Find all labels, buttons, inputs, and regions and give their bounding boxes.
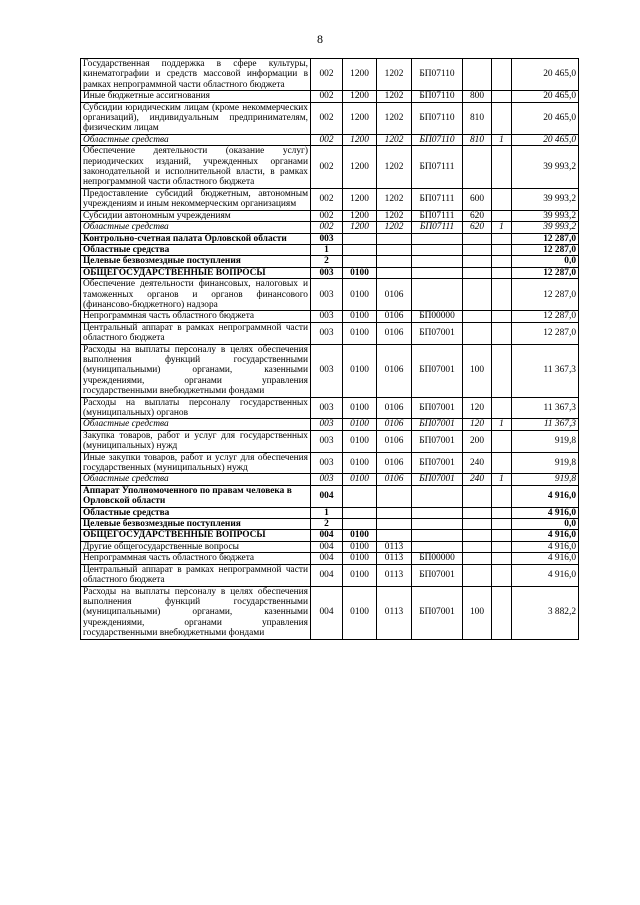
subsection-code-cell: 1202 <box>377 134 412 145</box>
table-row <box>81 210 579 221</box>
expense-type-code-cell <box>463 322 492 344</box>
table-row <box>81 519 579 530</box>
table-row <box>81 256 579 267</box>
section-code-cell: 1200 <box>343 102 377 134</box>
funding-source-code-cell <box>492 233 512 244</box>
target-article-code-cell: БП07001 <box>412 564 463 586</box>
amount-cell: 11 367,3 <box>512 344 579 397</box>
amount-cell: 12 287,0 <box>512 322 579 344</box>
funding-source-code-cell <box>492 430 512 452</box>
target-article-code-cell: БП07001 <box>412 452 463 474</box>
funding-source-code-cell <box>492 256 512 267</box>
subsection-code-cell: 0113 <box>377 541 412 552</box>
target-article-code-cell: БП07110 <box>412 134 463 145</box>
amount-cell: 11 367,3 <box>512 419 579 430</box>
org-code-cell: 2 <box>311 519 343 530</box>
amount-cell: 20 465,0 <box>512 134 579 145</box>
target-article-code-cell <box>412 233 463 244</box>
amount-cell: 4 916,0 <box>512 485 579 507</box>
subsection-code-cell: 0106 <box>377 430 412 452</box>
subsection-code-cell <box>377 507 412 518</box>
target-article-code-cell: БП07111 <box>412 146 463 189</box>
target-article-code-cell: БП07001 <box>412 322 463 344</box>
org-code-cell: 004 <box>311 485 343 507</box>
row-name-cell: Субсидии юридическим лицам (кроме некоммерческих организаций), индивидуальным предпринимателям, физическим лицам <box>81 102 311 134</box>
section-code-cell: 0100 <box>343 267 377 278</box>
budget-table <box>80 58 579 640</box>
row-name-cell: ОБЩЕГОСУДАРСТВЕННЫЕ ВОПРОСЫ <box>81 530 311 541</box>
subsection-code-cell: 0106 <box>377 452 412 474</box>
funding-source-code-cell <box>492 311 512 322</box>
expense-type-code-cell <box>463 233 492 244</box>
expense-type-code-cell <box>463 530 492 541</box>
expense-type-code-cell <box>463 485 492 507</box>
expense-type-code-cell: 620 <box>463 222 492 233</box>
funding-source-code-cell: 1 <box>492 474 512 485</box>
subsection-code-cell <box>377 530 412 541</box>
subsection-code-cell: 1202 <box>377 102 412 134</box>
table-row <box>81 311 579 322</box>
funding-source-code-cell <box>492 267 512 278</box>
org-code-cell: 003 <box>311 452 343 474</box>
funding-source-code-cell <box>492 344 512 397</box>
page-number: 8 <box>317 32 323 46</box>
org-code-cell: 004 <box>311 541 343 552</box>
org-code-cell: 003 <box>311 233 343 244</box>
section-code-cell: 1200 <box>343 134 377 145</box>
section-code-cell: 0100 <box>343 586 377 639</box>
row-name-cell: Расходы на выплаты персоналу в целях обеспечения выполнения функций государственными (муниципальными) органами, казенными учреждениями, органами управления государственными внебюджетными фондами <box>81 344 311 397</box>
section-code-cell: 0100 <box>343 419 377 430</box>
table-row <box>81 59 579 91</box>
expense-type-code-cell <box>463 256 492 267</box>
table-row <box>81 146 579 189</box>
funding-source-code-cell <box>492 397 512 419</box>
amount-cell: 12 287,0 <box>512 279 579 311</box>
target-article-code-cell: БП00000 <box>412 311 463 322</box>
target-article-code-cell: БП07001 <box>412 586 463 639</box>
subsection-code-cell: 1202 <box>377 91 412 102</box>
amount-cell: 4 916,0 <box>512 530 579 541</box>
table-row <box>81 267 579 278</box>
amount-cell: 919,8 <box>512 452 579 474</box>
target-article-code-cell: БП07111 <box>412 222 463 233</box>
row-name-cell: Контрольно-счетная палата Орловской области <box>81 233 311 244</box>
amount-cell: 39 993,2 <box>512 146 579 189</box>
funding-source-code-cell <box>492 279 512 311</box>
section-code-cell: 0100 <box>343 452 377 474</box>
expense-type-code-cell <box>463 267 492 278</box>
row-name-cell: Целевые безвозмездные поступления <box>81 519 311 530</box>
row-name-cell: Иные закупки товаров, работ и услуг для обеспечения государственных (муниципальных) нужд <box>81 452 311 474</box>
expense-type-code-cell: 240 <box>463 452 492 474</box>
expense-type-code-cell <box>463 507 492 518</box>
amount-cell: 4 916,0 <box>512 541 579 552</box>
target-article-code-cell <box>412 485 463 507</box>
funding-source-code-cell <box>492 564 512 586</box>
target-article-code-cell: БП07110 <box>412 102 463 134</box>
org-code-cell: 004 <box>311 530 343 541</box>
target-article-code-cell <box>412 279 463 311</box>
subsection-code-cell <box>377 267 412 278</box>
section-code-cell: 0100 <box>343 541 377 552</box>
funding-source-code-cell <box>492 519 512 530</box>
expense-type-code-cell <box>463 519 492 530</box>
section-code-cell: 1200 <box>343 146 377 189</box>
subsection-code-cell <box>377 519 412 530</box>
section-code-cell: 0100 <box>343 311 377 322</box>
org-code-cell: 002 <box>311 188 343 210</box>
org-code-cell: 1 <box>311 507 343 518</box>
row-name-cell: Центральный аппарат в рамках непрограммной части областного бюджета <box>81 564 311 586</box>
table-row <box>81 233 579 244</box>
table-row <box>81 541 579 552</box>
target-article-code-cell <box>412 530 463 541</box>
org-code-cell: 2 <box>311 256 343 267</box>
org-code-cell: 003 <box>311 419 343 430</box>
funding-source-code-cell <box>492 541 512 552</box>
table-row <box>81 244 579 255</box>
subsection-code-cell: 0113 <box>377 564 412 586</box>
table-row <box>81 419 579 430</box>
org-code-cell: 003 <box>311 397 343 419</box>
amount-cell: 919,8 <box>512 474 579 485</box>
subsection-code-cell: 0106 <box>377 397 412 419</box>
expense-type-code-cell: 100 <box>463 344 492 397</box>
table-row <box>81 134 579 145</box>
org-code-cell: 002 <box>311 59 343 91</box>
amount-cell: 0,0 <box>512 519 579 530</box>
expense-type-code-cell: 120 <box>463 419 492 430</box>
row-name-cell: Областные средства <box>81 222 311 233</box>
amount-cell: 12 287,0 <box>512 233 579 244</box>
section-code-cell: 0100 <box>343 322 377 344</box>
section-code-cell: 0100 <box>343 279 377 311</box>
funding-source-code-cell <box>492 553 512 564</box>
target-article-code-cell: БП07110 <box>412 59 463 91</box>
target-article-code-cell: БП07001 <box>412 344 463 397</box>
table-row <box>81 397 579 419</box>
target-article-code-cell <box>412 267 463 278</box>
subsection-code-cell <box>377 485 412 507</box>
expense-type-code-cell <box>463 541 492 552</box>
row-name-cell: Расходы на выплаты персоналу государственных (муниципальных) органов <box>81 397 311 419</box>
target-article-code-cell: БП07001 <box>412 419 463 430</box>
amount-cell: 919,8 <box>512 430 579 452</box>
table-row <box>81 564 579 586</box>
funding-source-code-cell <box>492 146 512 189</box>
row-name-cell: Обеспечение деятельности финансовых, налоговых и таможенных органов и органов финансового (финансово-бюджетного) надзора <box>81 279 311 311</box>
expense-type-code-cell <box>463 59 492 91</box>
row-name-cell: Областные средства <box>81 134 311 145</box>
table-row <box>81 322 579 344</box>
subsection-code-cell: 0106 <box>377 279 412 311</box>
subsection-code-cell: 0106 <box>377 344 412 397</box>
subsection-code-cell: 1202 <box>377 59 412 91</box>
org-code-cell: 003 <box>311 474 343 485</box>
row-name-cell: Аппарат Уполномоченного по правам человека в Орловской области <box>81 485 311 507</box>
row-name-cell: Другие общегосударственные вопросы <box>81 541 311 552</box>
amount-cell: 3 882,2 <box>512 586 579 639</box>
table-row <box>81 474 579 485</box>
section-code-cell <box>343 519 377 530</box>
org-code-cell: 003 <box>311 322 343 344</box>
row-name-cell: Областные средства <box>81 507 311 518</box>
row-name-cell: Целевые безвозмездные поступления <box>81 256 311 267</box>
amount-cell: 4 916,0 <box>512 507 579 518</box>
subsection-code-cell: 1202 <box>377 188 412 210</box>
subsection-code-cell: 1202 <box>377 222 412 233</box>
expense-type-code-cell: 620 <box>463 210 492 221</box>
row-name-cell: Предоставление субсидий бюджетным, автономным учреждениям и иным некоммерческим организациям <box>81 188 311 210</box>
row-name-cell: Государственная поддержка в сфере культуры, кинематографии и средств массовой информации в рамках непрограммной части областного бюджета <box>81 59 311 91</box>
expense-type-code-cell: 800 <box>463 91 492 102</box>
org-code-cell: 002 <box>311 102 343 134</box>
row-name-cell: Обеспечение деятельности (оказание услуг) периодических изданий, учрежденных органами законодательной и исполнительной власти, в рамках непрограммной части областного бюджета <box>81 146 311 189</box>
amount-cell: 0,0 <box>512 256 579 267</box>
funding-source-code-cell: 1 <box>492 134 512 145</box>
funding-source-code-cell <box>492 507 512 518</box>
row-name-cell: Центральный аппарат в рамках непрограммной части областного бюджета <box>81 322 311 344</box>
subsection-code-cell: 1202 <box>377 210 412 221</box>
org-code-cell: 002 <box>311 222 343 233</box>
table-row <box>81 485 579 507</box>
table-row <box>81 344 579 397</box>
section-code-cell: 1200 <box>343 222 377 233</box>
funding-source-code-cell: 1 <box>492 419 512 430</box>
amount-cell: 20 465,0 <box>512 91 579 102</box>
funding-source-code-cell <box>492 530 512 541</box>
target-article-code-cell: БП07001 <box>412 397 463 419</box>
subsection-code-cell: 0106 <box>377 474 412 485</box>
section-code-cell: 0100 <box>343 397 377 419</box>
table-row <box>81 188 579 210</box>
funding-source-code-cell <box>492 59 512 91</box>
target-article-code-cell <box>412 244 463 255</box>
expense-type-code-cell <box>463 244 492 255</box>
row-name-cell: ОБЩЕГОСУДАРСТВЕННЫЕ ВОПРОСЫ <box>81 267 311 278</box>
expense-type-code-cell <box>463 146 492 189</box>
subsection-code-cell: 1202 <box>377 146 412 189</box>
expense-type-code-cell: 120 <box>463 397 492 419</box>
org-code-cell: 002 <box>311 146 343 189</box>
table-row <box>81 530 579 541</box>
funding-source-code-cell <box>492 188 512 210</box>
amount-cell: 39 993,2 <box>512 222 579 233</box>
expense-type-code-cell: 810 <box>463 134 492 145</box>
target-article-code-cell: БП07001 <box>412 430 463 452</box>
subsection-code-cell: 0113 <box>377 586 412 639</box>
org-code-cell: 003 <box>311 267 343 278</box>
subsection-code-cell <box>377 233 412 244</box>
funding-source-code-cell <box>492 586 512 639</box>
table-row <box>81 222 579 233</box>
org-code-cell: 1 <box>311 244 343 255</box>
amount-cell: 39 993,2 <box>512 210 579 221</box>
org-code-cell: 004 <box>311 586 343 639</box>
amount-cell: 12 287,0 <box>512 311 579 322</box>
expense-type-code-cell: 240 <box>463 474 492 485</box>
section-code-cell: 0100 <box>343 474 377 485</box>
subsection-code-cell <box>377 256 412 267</box>
row-name-cell: Закупка товаров, работ и услуг для государственных (муниципальных) нужд <box>81 430 311 452</box>
row-name-cell: Иные бюджетные ассигнования <box>81 91 311 102</box>
funding-source-code-cell <box>492 322 512 344</box>
funding-source-code-cell <box>492 244 512 255</box>
org-code-cell: 003 <box>311 311 343 322</box>
section-code-cell: 1200 <box>343 210 377 221</box>
amount-cell: 11 367,3 <box>512 397 579 419</box>
table-row <box>81 430 579 452</box>
expense-type-code-cell: 810 <box>463 102 492 134</box>
org-code-cell: 003 <box>311 344 343 397</box>
section-code-cell <box>343 233 377 244</box>
section-code-cell <box>343 507 377 518</box>
expense-type-code-cell <box>463 564 492 586</box>
section-code-cell <box>343 485 377 507</box>
section-code-cell: 0100 <box>343 553 377 564</box>
subsection-code-cell: 0113 <box>377 553 412 564</box>
section-code-cell: 1200 <box>343 91 377 102</box>
target-article-code-cell <box>412 256 463 267</box>
table-row <box>81 91 579 102</box>
subsection-code-cell <box>377 244 412 255</box>
funding-source-code-cell <box>492 91 512 102</box>
target-article-code-cell <box>412 541 463 552</box>
row-name-cell: Непрограммная часть областного бюджета <box>81 553 311 564</box>
section-code-cell: 0100 <box>343 430 377 452</box>
row-name-cell: Областные средства <box>81 419 311 430</box>
subsection-code-cell: 0106 <box>377 419 412 430</box>
funding-source-code-cell <box>492 452 512 474</box>
funding-source-code-cell <box>492 102 512 134</box>
expense-type-code-cell <box>463 279 492 311</box>
amount-cell: 20 465,0 <box>512 102 579 134</box>
amount-cell: 20 465,0 <box>512 59 579 91</box>
table-row <box>81 452 579 474</box>
org-code-cell: 002 <box>311 91 343 102</box>
section-code-cell <box>343 256 377 267</box>
org-code-cell: 002 <box>311 134 343 145</box>
section-code-cell: 0100 <box>343 344 377 397</box>
budget-table-body <box>81 59 579 640</box>
row-name-cell: Областные средства <box>81 244 311 255</box>
section-code-cell <box>343 244 377 255</box>
table-row <box>81 553 579 564</box>
expense-type-code-cell: 200 <box>463 430 492 452</box>
funding-source-code-cell <box>492 485 512 507</box>
row-name-cell: Расходы на выплаты персоналу в целях обеспечения выполнения функций государственными (муниципальными) органами, казенными учреждениями, органами управления государственными внебюджетными фондами <box>81 586 311 639</box>
row-name-cell: Непрограммная часть областного бюджета <box>81 311 311 322</box>
expense-type-code-cell <box>463 553 492 564</box>
expense-type-code-cell: 600 <box>463 188 492 210</box>
expense-type-code-cell <box>463 311 492 322</box>
target-article-code-cell: БП07001 <box>412 474 463 485</box>
subsection-code-cell: 0106 <box>377 322 412 344</box>
table-row <box>81 279 579 311</box>
row-name-cell: Областные средства <box>81 474 311 485</box>
section-code-cell: 0100 <box>343 530 377 541</box>
funding-source-code-cell <box>492 210 512 221</box>
table-row <box>81 507 579 518</box>
target-article-code-cell: БП07111 <box>412 210 463 221</box>
section-code-cell: 0100 <box>343 564 377 586</box>
row-name-cell: Субсидии автономным учреждениям <box>81 210 311 221</box>
section-code-cell: 1200 <box>343 59 377 91</box>
amount-cell: 39 993,2 <box>512 188 579 210</box>
amount-cell: 4 916,0 <box>512 553 579 564</box>
section-code-cell: 1200 <box>343 188 377 210</box>
table-row <box>81 586 579 639</box>
subsection-code-cell: 0106 <box>377 311 412 322</box>
table-row <box>81 102 579 134</box>
amount-cell: 4 916,0 <box>512 564 579 586</box>
funding-source-code-cell: 1 <box>492 222 512 233</box>
org-code-cell: 004 <box>311 564 343 586</box>
target-article-code-cell: БП07111 <box>412 188 463 210</box>
target-article-code-cell <box>412 507 463 518</box>
org-code-cell: 003 <box>311 430 343 452</box>
expense-type-code-cell: 100 <box>463 586 492 639</box>
target-article-code-cell: БП00000 <box>412 553 463 564</box>
amount-cell: 12 287,0 <box>512 244 579 255</box>
target-article-code-cell: БП07110 <box>412 91 463 102</box>
target-article-code-cell <box>412 519 463 530</box>
org-code-cell: 002 <box>311 210 343 221</box>
org-code-cell: 004 <box>311 553 343 564</box>
amount-cell: 12 287,0 <box>512 267 579 278</box>
org-code-cell: 003 <box>311 279 343 311</box>
